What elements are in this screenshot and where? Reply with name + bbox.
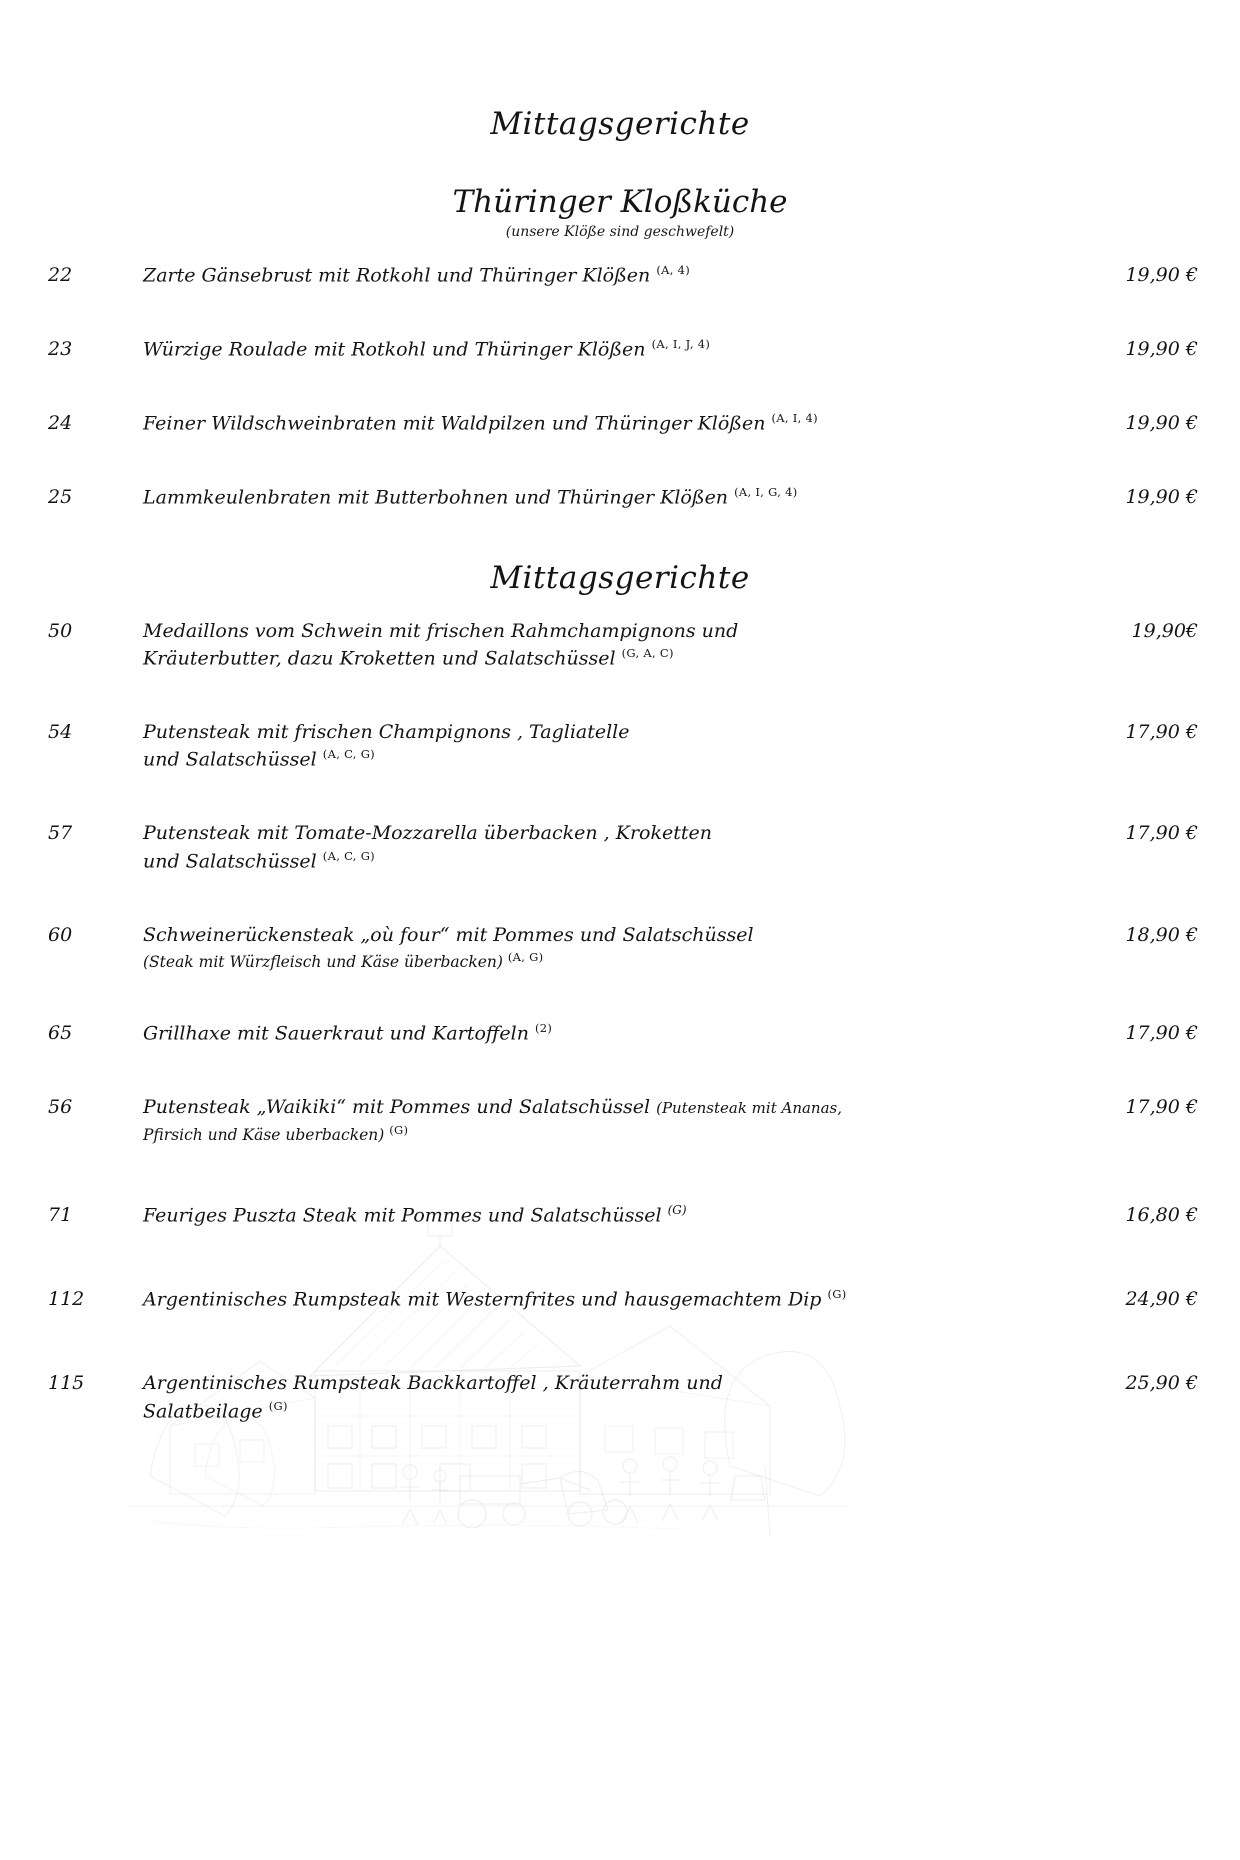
item-allergens: (G): [667, 1203, 687, 1218]
item-number: 71: [48, 1204, 73, 1227]
item-allergens: (G): [268, 1398, 288, 1413]
item-description: [143, 336, 1068, 364]
item-description-text2: Kräuterbutter, dazu Kroketten und Salatschüssel: [143, 647, 616, 670]
menu-item: [0, 1286, 1240, 1314]
item-description-text: Putensteak „Waikiki“ mit Pommes und Salatschüssel: [143, 1096, 651, 1119]
menu-item: [0, 1202, 1240, 1230]
menu-item: [0, 1020, 1240, 1048]
item-description-line2: [143, 746, 1058, 774]
item-price: 19,90 €: [1125, 337, 1198, 360]
item-description: [143, 922, 1068, 974]
item-allergens: (A, C, G): [322, 747, 375, 762]
item-number: 115: [48, 1372, 85, 1395]
menu-item: [0, 719, 1240, 774]
menu-item: [0, 820, 1240, 875]
item-price: 17,90 €: [1125, 1096, 1198, 1119]
item-description-text: Lammkeulenbraten mit Butterbohnen und Thüringer Klößen: [143, 485, 729, 508]
item-description: [143, 719, 1068, 774]
item-description: [143, 1286, 1068, 1314]
item-description-line2: [143, 1398, 1058, 1426]
item-description-text2: Pfirsich und Käse uberbacken): [143, 1125, 385, 1144]
menu-item: [0, 410, 1240, 438]
item-price: 17,90 €: [1125, 1022, 1198, 1045]
item-description-text: Medaillons vom Schwein mit frischen Rahmchampignons und: [143, 619, 739, 642]
item-price: 19,90 €: [1125, 411, 1198, 434]
item-description-text: Feuriges Puszta Steak mit Pommes und Salatschüssel: [143, 1204, 662, 1227]
item-number: 23: [48, 337, 73, 360]
item-allergens: (A, I, J, 4): [651, 336, 711, 351]
item-description-line2: [143, 1122, 1058, 1147]
item-description-line2: [143, 949, 1058, 974]
item-number: 57: [48, 822, 73, 845]
item-description: [143, 1020, 1068, 1048]
item-description: [143, 262, 1068, 290]
item-description-text: Putensteak mit Tomate-Mozzarella überbacken , Kroketten: [143, 822, 712, 845]
item-description-line2: [143, 645, 1058, 673]
item-number: 54: [48, 720, 73, 743]
item-number: 25: [48, 485, 73, 508]
item-description-text: Zarte Gänsebrust mit Rotkohl und Thüringer Klößen: [143, 264, 651, 287]
menu-item: [0, 262, 1240, 290]
item-number: 60: [48, 923, 73, 946]
section-title-mittagsgerichte: Mittagsgerichte: [490, 559, 750, 596]
item-description: [143, 820, 1068, 875]
item-description: [143, 1094, 1068, 1146]
item-allergens: (G, A, C): [621, 646, 674, 661]
item-description-text: Schweinerückensteak „où four“ mit Pommes und Salatschüssel: [143, 923, 754, 946]
item-description-text: Putensteak mit frischen Champignons , Tagliatelle: [143, 720, 630, 743]
item-price: 19,90€: [1131, 619, 1198, 642]
item-allergens: (A, I, G, 4): [734, 484, 798, 499]
item-price: 24,90 €: [1125, 1288, 1198, 1311]
menu-item: [0, 1094, 1240, 1146]
menu-item: [0, 1370, 1240, 1425]
item-number: 50: [48, 619, 73, 642]
item-allergens: (A, 4): [656, 263, 691, 277]
item-description-text: Argentinisches Rumpsteak mit Westernfrites und hausgemachtem Dip: [143, 1288, 822, 1311]
item-description-text2: und Salatschüssel: [143, 850, 317, 873]
item-number: 22: [48, 264, 73, 286]
item-allergens: (A, I, 4): [771, 410, 818, 425]
page-title-lunch-top: Mittagsgerichte: [490, 106, 750, 142]
item-description-line2: [143, 848, 1058, 876]
item-price: 16,80 €: [1125, 1204, 1198, 1227]
item-description: [143, 1202, 1068, 1230]
item-description: [143, 410, 1068, 438]
item-price: 17,90 €: [1125, 720, 1198, 743]
item-allergens: (A, G): [507, 950, 544, 965]
item-price: 25,90 €: [1125, 1372, 1198, 1395]
item-price: 19,90 €: [1125, 485, 1198, 508]
item-number: 24: [48, 411, 73, 434]
item-allergens: (2): [534, 1021, 553, 1036]
item-allergens: (G): [827, 1287, 847, 1302]
menu-page: [0, 106, 1240, 1426]
item-allergens: (G): [389, 1122, 409, 1137]
menu-item: [0, 336, 1240, 364]
item-price: 17,90 €: [1125, 822, 1198, 845]
menu-section-klosskueche: [0, 262, 1240, 512]
item-description-text2: und Salatschüssel: [143, 748, 317, 771]
section-title-klosskueche: Thüringer Kloßküche: [452, 184, 788, 220]
item-allergens: (A, C, G): [322, 848, 375, 863]
item-description-text: Argentinisches Rumpsteak Backkartoffel , Kräuterrahm und: [143, 1372, 723, 1395]
menu-section-mittagsgerichte: [0, 618, 1240, 1426]
item-description-text: Würzige Roulade mit Rotkohl und Thüringer Klößen: [143, 338, 646, 361]
item-description: [143, 484, 1068, 512]
item-number: 56: [48, 1096, 73, 1119]
menu-item: [0, 922, 1240, 974]
item-price: 19,90 €: [1125, 264, 1198, 286]
item-description-text2: (Steak mit Würzfleisch und Käse überbacken): [143, 953, 503, 972]
item-description-text2: Salatbeilage: [143, 1400, 263, 1423]
section-subtitle-note: (unsere Klöße sind geschwefelt): [505, 224, 735, 240]
item-description-text: Grillhaxe mit Sauerkraut und Kartoffeln: [143, 1022, 529, 1045]
item-price: 18,90 €: [1125, 923, 1198, 946]
item-description: [143, 618, 1068, 673]
item-inline-note: (Putensteak mit Ananas,: [656, 1099, 843, 1118]
item-description: [143, 1370, 1068, 1425]
item-number: 112: [48, 1288, 85, 1311]
item-description-text: Feiner Wildschweinbraten mit Waldpilzen und Thüringer Klößen: [143, 412, 766, 435]
item-number: 65: [48, 1022, 73, 1045]
menu-item: [0, 484, 1240, 512]
menu-item: [0, 618, 1240, 673]
